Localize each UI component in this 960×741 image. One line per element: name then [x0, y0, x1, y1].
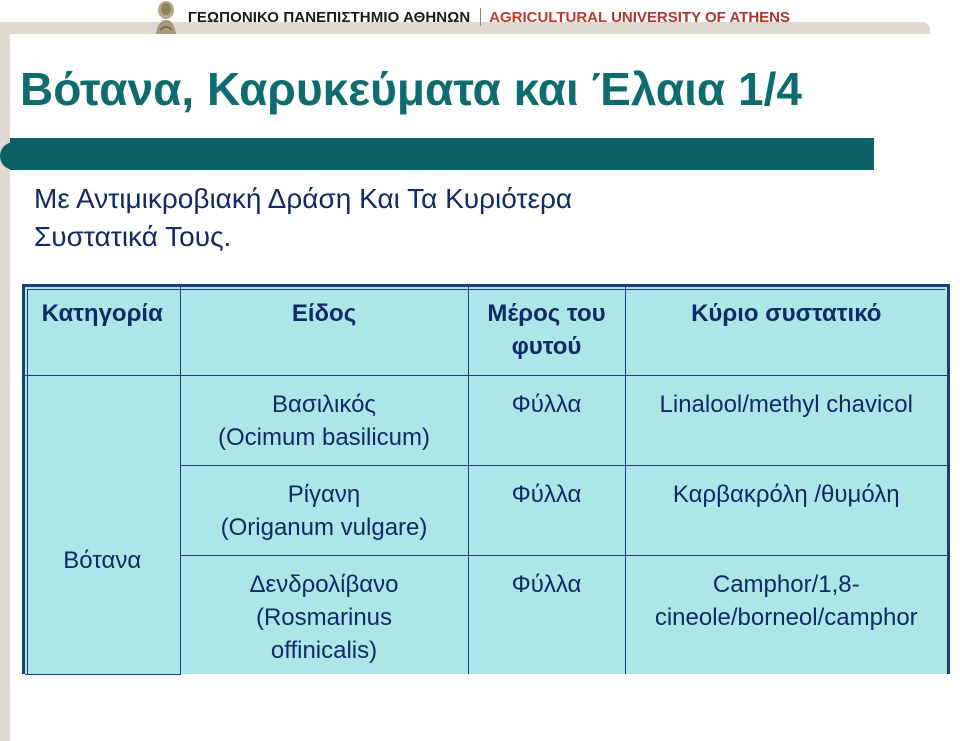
herbs-table-container	[22, 284, 950, 674]
university-name-english	[489, 9, 790, 26]
header-main-component: Κύριο συστατικό	[625, 287, 947, 375]
table-header-row	[25, 287, 947, 375]
main-component-cell: Linalool/methyl chavicol	[625, 375, 947, 465]
subtitle-line-1: Με Αντιμικροβιακή Δράση Και Τα Κυριότερα	[34, 183, 573, 214]
herbs-table	[25, 287, 947, 675]
university-logo-icon	[150, 0, 176, 34]
main-component-line2: cineole/borneol/camphor	[654, 603, 918, 631]
header-category: Κατηγορία	[25, 287, 180, 375]
main-component-line1: Camphor/1,8-	[712, 570, 860, 598]
university-name-en-part3: OF ATHENS	[705, 8, 790, 26]
university-header	[150, 0, 790, 34]
university-name-greek: ΓΕΩΠΟΝΙΚΟ ΠΑΝΕΠΙΣΤΗΜΙΟ ΑΘΗΝΩΝ	[187, 8, 471, 26]
category-value: Βότανα	[63, 547, 142, 574]
species-latin-name: (Origanum vulgare)	[220, 513, 428, 541]
plant-part-cell: Φύλλα	[468, 465, 625, 555]
header-species: Είδος	[180, 287, 468, 375]
species-common-name: Βασιλικός	[272, 390, 376, 418]
main-component-cell	[625, 555, 947, 674]
slide-title: Βότανα, Καρυκεύματα και Έλαια 1/4	[20, 63, 802, 115]
species-cell	[180, 465, 468, 555]
category-cell	[25, 375, 180, 674]
header-plant-part-line2: φυτού	[511, 333, 582, 360]
species-latin-name: (Rosmarinus	[255, 603, 393, 631]
species-common-name: Δενδρολίβανο	[249, 570, 399, 598]
species-latin-name-cont: offinicalis)	[270, 636, 378, 664]
header-plant-part-line1: Μέρος του	[487, 300, 606, 327]
main-component-cell: Καρβακρόλη /θυμόλη	[625, 465, 947, 555]
plant-part-cell: Φύλλα	[468, 375, 625, 465]
university-name-en-part2: UNIVERSITY	[611, 8, 701, 26]
species-latin-name: (Ocimum basilicum)	[217, 423, 430, 451]
slide-subtitle	[34, 180, 754, 256]
table-row	[25, 375, 947, 465]
header-divider	[480, 8, 481, 26]
header-plant-part	[468, 287, 625, 375]
species-common-name: Ρίγανη	[287, 480, 361, 508]
species-cell	[180, 375, 468, 465]
species-cell	[180, 555, 468, 674]
title-underline-bar	[10, 138, 874, 170]
slide-frame-left	[0, 22, 10, 741]
subtitle-line-2: Συστατικά Τους.	[34, 221, 232, 252]
university-name-en-part1: AGRICULTURAL	[489, 8, 607, 26]
plant-part-cell: Φύλλα	[468, 555, 625, 674]
